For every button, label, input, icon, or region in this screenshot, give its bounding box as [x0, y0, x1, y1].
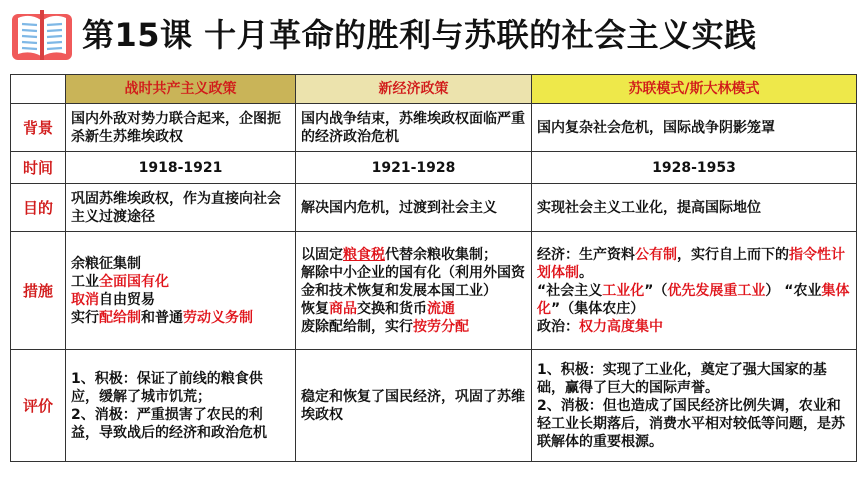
table-header-row [11, 75, 857, 104]
table-row-measures [11, 232, 857, 350]
cell-measures-c2 [296, 232, 532, 350]
row-label-evaluation: 评价 [11, 350, 66, 462]
table-row-background [11, 104, 857, 152]
cell-time-c2: 1921-1928 [296, 152, 532, 184]
measure-line: 余粮征集制 [71, 255, 141, 272]
cell-measures-c3 [532, 232, 857, 350]
measure-line: 实行配给制和普通劳动义务制 [71, 309, 253, 326]
measure-line: 以固定粮食税代替余粮收集制； [301, 246, 497, 263]
evaluation-line: 2、消极：但也造成了国民经济比例失调，农业和轻工业长期落后，消费水平相对较低等问题，是苏联解体的重要根源。 [537, 397, 845, 450]
column-header-new-economic-policy: 新经济政策 [296, 75, 532, 104]
evaluation-line: 1、积极：实现了工业化，奠定了强大国家的基础，赢得了巨大的国际声誉。 [537, 361, 827, 396]
cell-goal-c3: 实现社会主义工业化，提高国际地位 [532, 184, 857, 232]
cell-background-c3: 国内复杂社会危机，国际战争阴影笼罩 [532, 104, 857, 152]
measure-line: 政治：权力高度集中 [537, 318, 663, 335]
measure-line: 废除配给制，实行按劳分配 [301, 318, 469, 335]
book-icon [10, 8, 74, 64]
table-row-time [11, 152, 857, 184]
row-label-background: 背景 [11, 104, 66, 152]
measure-line: 经济：生产资料公有制，实行自上而下的指令性计划体制。 [537, 246, 845, 281]
evaluation-line: 1、积极：保证了前线的粮食供应，缓解了城市饥荒； [71, 370, 263, 405]
cell-evaluation-c3 [532, 350, 857, 462]
cell-background-c1: 国内外敌对势力联合起来，企图扼杀新生苏维埃政权 [66, 104, 296, 152]
measure-line: 解除中小企业的国有化（利用外国资金和技术恢复和发展本国工业） [301, 264, 525, 299]
measure-line: 恢复商品交换和货币流通 [301, 300, 455, 317]
measure-line: “社会主义工业化”（优先发展重工业） “农业集体化”（集体农庄） [537, 282, 850, 317]
header-corner [11, 75, 66, 104]
table-row-evaluation [11, 350, 857, 462]
cell-time-c3: 1928-1953 [532, 152, 857, 184]
cell-evaluation-c2: 稳定和恢复了国民经济，巩固了苏维埃政权 [296, 350, 532, 462]
cell-background-c2: 国内战争结束，苏维埃政权面临严重的经济政治危机 [296, 104, 532, 152]
row-label-goal: 目的 [11, 184, 66, 232]
measure-line: 取消自由贸易 [71, 291, 155, 308]
row-label-time: 时间 [11, 152, 66, 184]
column-header-war-communism: 战时共产主义政策 [66, 75, 296, 104]
page-title: 第15课 十月革命的胜利与苏联的社会主义实践 [82, 16, 757, 54]
cell-goal-c2: 解决国内危机，过渡到社会主义 [296, 184, 532, 232]
cell-measures-c1 [66, 232, 296, 350]
evaluation-line: 2、消极：严重损害了农民的利益，导致战后的经济和政治危机 [71, 406, 267, 441]
comparison-table [10, 74, 857, 462]
slide-header [0, 0, 860, 72]
cell-evaluation-c1 [66, 350, 296, 462]
measure-line: 工业全面国有化 [71, 273, 169, 290]
column-header-soviet-model: 苏联模式/斯大林模式 [532, 75, 857, 104]
table-row-goal [11, 184, 857, 232]
row-label-measures: 措施 [11, 232, 66, 350]
cell-time-c1: 1918-1921 [66, 152, 296, 184]
cell-goal-c1: 巩固苏维埃政权，作为直接向社会主义过渡途径 [66, 184, 296, 232]
